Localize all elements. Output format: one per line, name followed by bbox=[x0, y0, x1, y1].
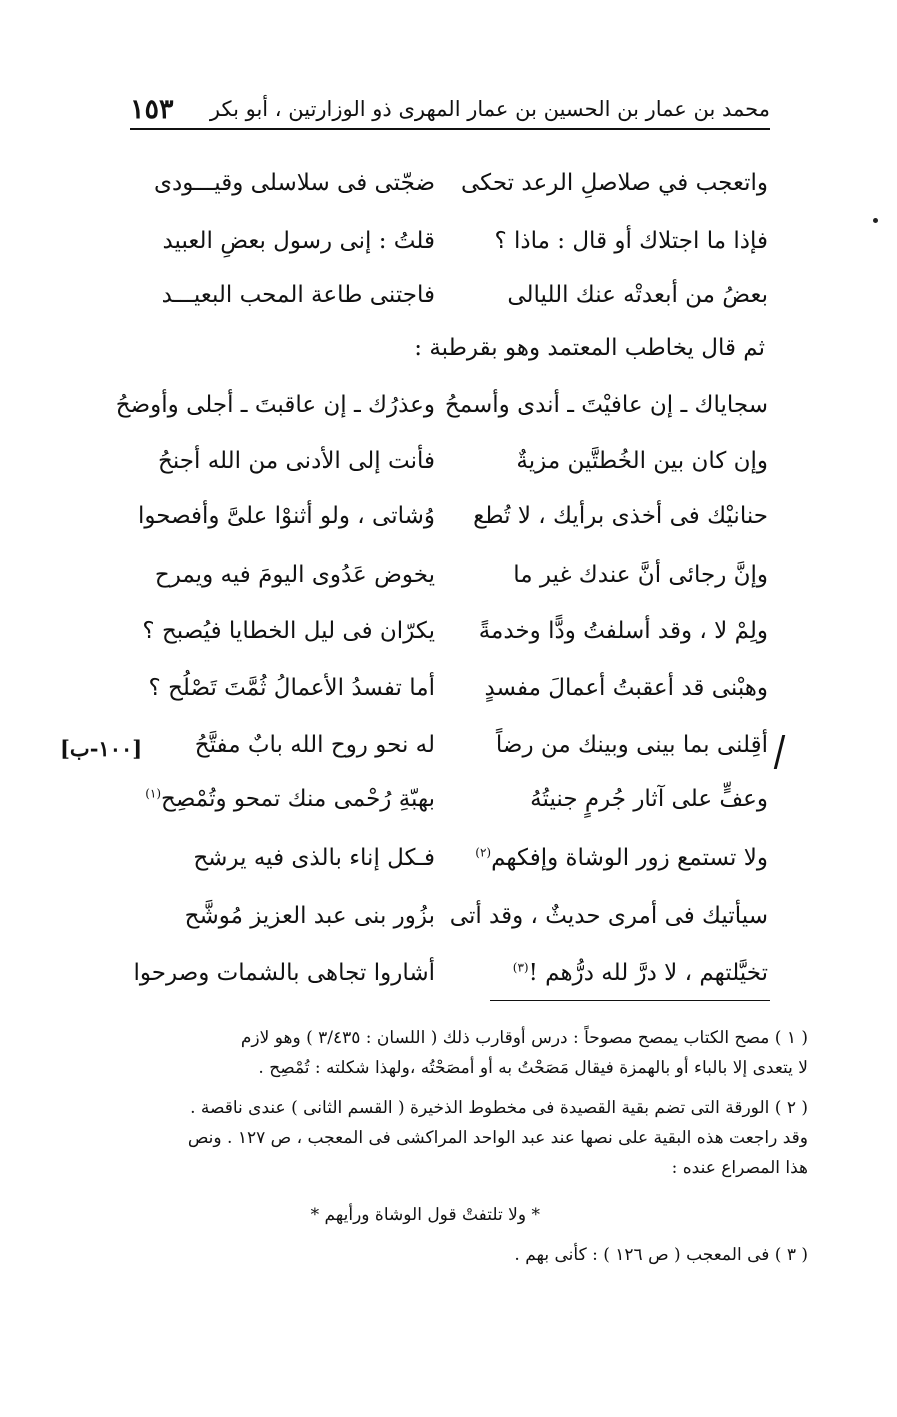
hemistich-first: وعفٍّ على آثار جُرمٍ جنيتُهُ bbox=[530, 786, 768, 812]
footnote-ref: (٢) bbox=[475, 845, 492, 860]
quote-text: * ولا تلتفتْ قول الوشاة ورأيهم * bbox=[310, 1205, 540, 1225]
verse-line bbox=[150, 732, 790, 772]
hemistich-text: بهبّةِ رُحْمى منك تمحو وتُمْصِح bbox=[161, 786, 435, 812]
intro-line: ثم قال يخاطب المعتمد وهو بقرطبة : bbox=[414, 335, 765, 361]
hemistich-second: أشاروا تجاهى بالشمات وصرحوا bbox=[133, 960, 435, 986]
hemistich-second: قلتُ : إنى رسول بعضِ العبيد bbox=[162, 228, 435, 254]
verse-line bbox=[150, 675, 790, 715]
footnote-2-quote bbox=[160, 1205, 800, 1225]
verse-line bbox=[137, 503, 790, 543]
footnote-ref: (٣) bbox=[512, 960, 529, 975]
footnote-1-line-1: ( ١ ) مصح الكتاب يمصح مصوحاً : درس أوقارب ذلك ( اللسان : ٣/٤٣٥ ) وهو لازم bbox=[240, 1028, 808, 1048]
hemistich-first: واتعجب في صلاصلِ الرعد تحكى bbox=[460, 170, 768, 196]
verse-line bbox=[150, 282, 790, 322]
verse-line bbox=[150, 562, 790, 602]
verse-line bbox=[150, 228, 790, 268]
hemistich-second: له نحو روح الله بابٌ مفتَّحُ bbox=[194, 732, 435, 758]
footnote-2-line-2: وقد راجعت هذه البقية على نصها عند عبد الواحد المراكشى فى المعجب ، ص ١٢٧ . ونص bbox=[187, 1128, 808, 1148]
hemistich-first: سجاياك ـ إن عافيْتَ ـ أندى وأسمحُ bbox=[444, 392, 768, 418]
footnote-2-line-3: هذا المصراع عنده : bbox=[671, 1158, 808, 1178]
hemistich-first: وإن كان بين الخُطتَّين مزيةٌ bbox=[516, 448, 768, 474]
hemistich-second bbox=[145, 786, 435, 812]
hemistich-first bbox=[463, 845, 768, 871]
hemistich-first: ولِمْ لا ، وقد أسلفتُ ودًّا وخدمةً bbox=[478, 618, 768, 644]
verse-line bbox=[145, 786, 790, 826]
hemistich-second: ضجّتى فى سلاسلى وقيـــودى bbox=[153, 170, 435, 196]
verse-line bbox=[133, 960, 790, 1000]
hemistich-first: بعضُ من أبعدتْه عنك الليالى bbox=[507, 282, 768, 308]
margin-dot bbox=[873, 218, 878, 223]
footnote-ref: (١) bbox=[145, 786, 162, 801]
hemistich-second: وعذرُك ـ إن عاقبتَ ـ أجلى وأوضحُ bbox=[115, 392, 435, 418]
hemistich-second: فأنت إلى الأدنى من الله أجنحُ bbox=[158, 448, 435, 474]
footnote-rule bbox=[490, 1000, 770, 1001]
hemistich-first: وإنَّ رجائى أنَّ عندك غير ما bbox=[513, 562, 768, 588]
hemistich-second: بزُور بنى عبد العزيز مُوشَّح bbox=[184, 903, 435, 929]
hemistich-first: فإذا ما اجتلاك أو قال : ماذا ؟ bbox=[494, 228, 768, 254]
verse-line bbox=[150, 845, 790, 885]
hemistich-first: وهبْنى قد أعقبتُ أعمالَ مفسدٍ bbox=[484, 675, 768, 701]
verse-line bbox=[150, 903, 790, 943]
header-rule bbox=[130, 128, 770, 130]
hemistich-first: حنانيْك فى أخذى برأيك ، لا تُطع bbox=[473, 503, 768, 529]
hemistich-first: أقِلنى بما بينى وبينك من رضاً bbox=[495, 732, 768, 758]
hemistich-second: يكرّان فى ليل الخطايا فيُصبح ؟ bbox=[142, 618, 435, 644]
folio-marker: [١٠٠-ب] bbox=[60, 736, 143, 761]
hemistich-second: فـكل إناء بالذى فيه يرشح bbox=[193, 845, 435, 871]
verse-line bbox=[150, 170, 790, 210]
hemistich-second: أما تفسدُ الأعمالُ ثُمَّتَ تَصْلُح ؟ bbox=[148, 675, 435, 701]
hemistich-second: فاجتنى طاعة المحب البعيـــد bbox=[161, 282, 435, 308]
running-title: محمد بن عمار بن الحسين بن عمار المهرى ذو الوزارتين ، أبو بكر bbox=[209, 97, 770, 121]
hemistich-text: تخيَّلتهم ، لا درَّ لله درُّهم ! bbox=[528, 960, 768, 986]
running-header bbox=[130, 92, 770, 126]
hemistich-text: ولا تستمع زور الوشاة وإفكهم bbox=[491, 845, 768, 871]
page-number: ١٥٣ bbox=[130, 93, 174, 125]
verse-line bbox=[150, 448, 790, 488]
verse-line bbox=[142, 618, 790, 658]
hemistich-second: وُشاتى ، ولو أثنوْا علىَّ وأفصحوا bbox=[137, 503, 435, 529]
footnote-2-line-1: ( ٢ ) الورقة التى تضم بقية القصيدة فى مخطوط الذخيرة ( القسم الثانى ) عندى ناقصة . bbox=[190, 1098, 808, 1118]
hemistich-first: سيأتيك فى أمرى حديثٌ ، وقد أتى bbox=[449, 903, 768, 929]
verse-line bbox=[115, 392, 790, 432]
footnote-3-line-1: ( ٣ ) فى المعجب ( ص ١٢٦ ) : كأنى بهم . bbox=[514, 1245, 808, 1265]
hemistich-second: يخوض عَدُوى اليومَ فيه ويمرح bbox=[154, 562, 435, 588]
hemistich-first bbox=[463, 960, 768, 986]
footnote-1-line-2: لا يتعدى إلا بالباء أو بالهمزة فيقال مَصَحْتُ به أو أمصَحْتُه ،ولهذا شكلته : تُمْصِح . bbox=[258, 1058, 808, 1078]
